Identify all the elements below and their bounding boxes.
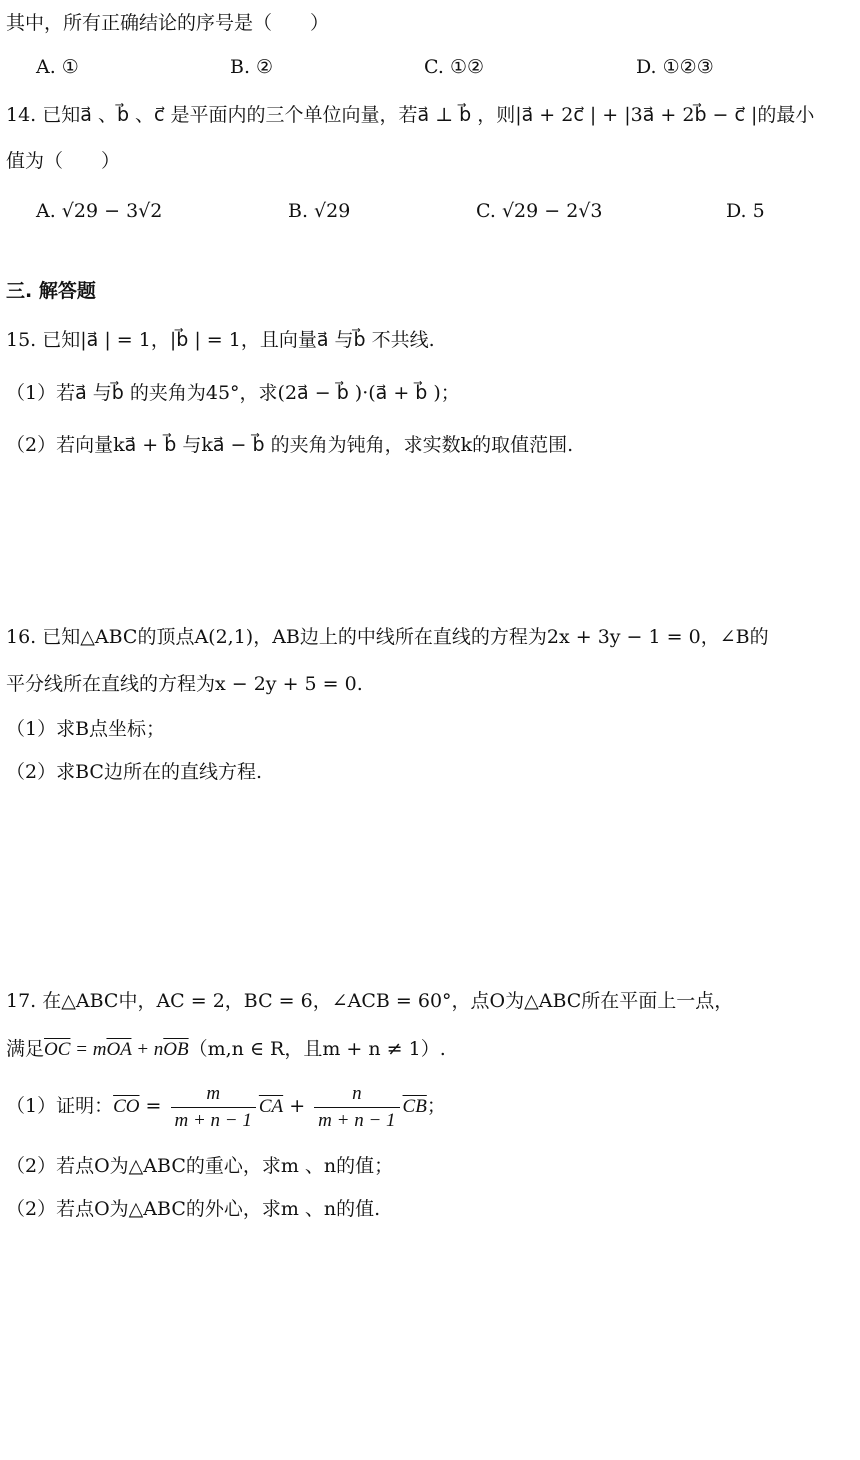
q13-option-a: A. ① [36,56,79,78]
fraction-m-denominator: m + n − 1 [174,1109,252,1131]
q17-part2: （2）若点O为△ABC的重心，求m 、n的值； [6,1155,394,1177]
q16-stem-line2: 平分线所在直线的方程为x − 2y + 5 = 0. [6,673,363,695]
plus-sign: + [283,1095,312,1117]
vector-co: $\overline{CO}$ [113,1096,140,1117]
fraction-m-numerator: m [171,1081,256,1108]
q17-stem-line1: 17. 在△ABC中，AC = 2，BC = 6，∠ACB = 60°，点O为△ABC所在平面上一点， [6,990,734,1012]
q13-option-c: C. ①② [424,56,485,78]
part1-end: ； [426,1095,446,1117]
q14-option-b: B. √29 [288,200,351,222]
q16-stem-line1: 16. 已知△ABC的顶点A(2,1)，AB边上的中线所在直线的方程为2x + 3y − 1 = 0，∠B的 [6,626,769,648]
q17-part1 [6,1078,854,1138]
q15-part2: （2）若向量ka⃗ + b⃗ 与ka⃗ − b⃗ 的夹角为钝角，求实数k的取值范围. [6,434,574,456]
q14-option-a: A. √29 − 3√2 [36,200,163,222]
q13-prompt: 其中，所有正确结论的序号是（ ） [6,12,330,34]
q14-option-d: D. 5 [726,200,765,222]
q17-condition: （m,n ∈ R，且m + n ≠ 1）. [188,1038,446,1060]
vector-cb: $\overline{CB}$ [402,1096,427,1117]
vector-ca: $\overline{CA}$ [258,1096,284,1117]
fraction-n-numerator: n [314,1081,399,1108]
fraction-n [314,1081,399,1134]
fraction-m [171,1081,256,1134]
q14-option-c: C. √29 − 2√3 [476,200,603,222]
q15-part1: （1）若a⃗ 与b⃗ 的夹角为45°，求(2a⃗ − b⃗ )·(a⃗ + b⃗ )； [6,382,460,404]
q13-option-d: D. ①②③ [636,56,714,78]
q17-prefix: 满足 [6,1038,45,1060]
vector-oa: $\overline{OA}$ [106,1039,132,1060]
vector-oc: $\overline{OC}$ [44,1039,71,1060]
equals-sign: = [139,1095,168,1117]
q17-stem-line2 [6,1036,854,1063]
vector-ob: $\overline{OB}$ [163,1039,189,1060]
q17-part3: （2）若点O为△ABC的外心，求m 、n的值. [6,1198,381,1220]
q16-part2: （2）求BC边所在的直线方程. [6,761,262,783]
q15-stem: 15. 已知|a⃗ | = 1，|b⃗ | = 1，且向量a⃗ 与b⃗ 不共线. [6,329,435,351]
fraction-n-denominator: m + n − 1 [318,1109,396,1131]
q14-stem-line1: 14. 已知a⃗ 、b⃗ 、c⃗ 是平面内的三个单位向量，若a⃗ ⊥ b⃗ ，则|a⃗ + 2c⃗ | + |3a⃗ + 2b⃗ − c⃗ |的最小 [6,104,815,126]
part1-label: （1）证明： [6,1095,114,1117]
plus-n: + n [131,1039,164,1060]
eq-m: = m [70,1039,107,1060]
section-title: 三. 解答题 [6,280,96,302]
q14-stem-line2: 值为（ ） [6,150,121,172]
q16-part1: （1）求B点坐标； [6,718,166,740]
q13-option-b: B. ② [230,56,274,78]
